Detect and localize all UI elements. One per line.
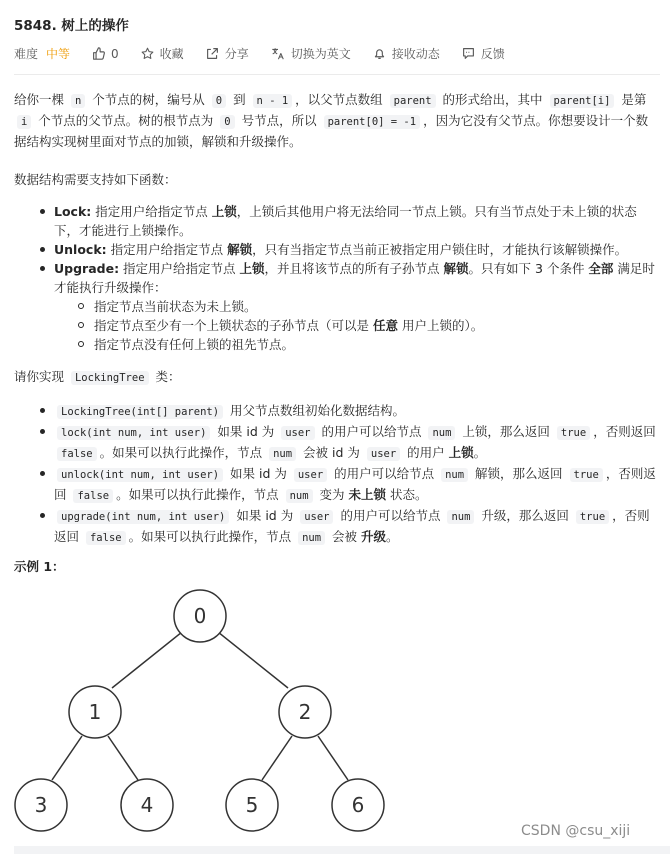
tree-edge	[218, 632, 288, 688]
share-button[interactable]	[206, 45, 249, 62]
feedback-label: 反馈	[480, 47, 505, 61]
functions-intro: 数据结构需要支持如下函数：	[14, 172, 177, 187]
list-item: LockingTree(int[] parent) 用父节点数组初始化数据结构。	[14, 401, 660, 422]
list-item: 指定节点至少有一个上锁状态的子孙节点（可以是 任意 用户上锁的）。	[14, 316, 660, 335]
tree-node-label: 4	[140, 793, 154, 817]
feedback-icon	[462, 47, 475, 60]
list-item: upgrade(int num, int user) 如果 id 为 user 的用户可以给节点 num 升级，那么返回 true ，否则返回 false 。如果可以执行此操作，节点 num 会被 升级。	[14, 506, 660, 548]
star-icon	[141, 47, 154, 60]
list-item: lock(int num, int user) 如果 id 为 user 的用户可以给节点 num 上锁，那么返回 true ，否则返回 false 。如果可以执行此操作，节点 num 会被 id 为 user 的用户 上锁。	[14, 422, 660, 464]
share-label: 分享	[224, 47, 249, 61]
problem-title: 5848. 树上的操作	[14, 18, 129, 34]
bottom-scroll-area	[14, 846, 670, 854]
tree-node-label: 1	[88, 700, 102, 724]
like-button[interactable]	[92, 47, 119, 61]
meta-divider	[14, 74, 660, 75]
function-list	[14, 202, 660, 354]
problem-description	[14, 90, 660, 548]
tree-node-label: 6	[351, 793, 365, 817]
tree-edge	[108, 736, 138, 780]
watermark: CSDN @csu_xiji	[521, 823, 631, 839]
list-item: Lock: 指定用户给指定节点 上锁，上锁后其他用户将无法给同一节点上锁。只有当节点处于未上锁的状态下，才能进行上锁操作。	[14, 202, 660, 240]
share-icon	[206, 47, 219, 60]
collect-button[interactable]	[141, 45, 184, 62]
implement-intro: 请你实现 LockingTree 类：	[14, 369, 181, 384]
tree-node-label: 3	[34, 793, 48, 817]
switch-language-button[interactable]	[271, 45, 351, 62]
list-item: unlock(int num, int user) 如果 id 为 user 的用户可以给节点 num 解锁，那么返回 true ，否则返回 false 。如果可以执行此操作，节点 num 变为 未上锁 状态。	[14, 464, 660, 506]
list-item: Unlock: 指定用户给指定节点 解锁，只有当指定节点当前正被指定用户锁住时，才能执行该解锁操作。	[14, 240, 660, 259]
list-item: 指定节点当前状态为未上锁。	[14, 297, 660, 316]
notify-button[interactable]	[373, 45, 440, 62]
description-paragraph: 给你一棵 n 个节点的树，编号从 0 到 n - 1 ，以父节点数组 parent 的形式给出，其中 parent[i] 是第 i 个节点的父节点。树的根节点为 0 号节点，所以 parent[0] = -1 ，因为它没有父节点。你想要设计一个数据结构实现树里面对节点的加锁，解锁和升级操作。	[14, 92, 649, 149]
tree-edge	[262, 736, 292, 780]
bell-icon	[373, 47, 386, 60]
translate-icon	[271, 47, 285, 60]
list-item: 指定节点没有任何上锁的祖先节点。	[14, 335, 660, 354]
difficulty-label: 难度	[14, 47, 39, 61]
collect-label: 收藏	[159, 47, 184, 61]
tree-edge	[318, 736, 348, 780]
feedback-button[interactable]	[462, 45, 505, 62]
tree-node-label: 0	[193, 604, 207, 628]
tree-edge	[52, 736, 82, 780]
notify-label: 接收动态	[391, 47, 440, 61]
switch-language-label: 切换为英文	[290, 47, 351, 61]
like-count: 0	[111, 46, 119, 61]
difficulty-badge: 中等	[46, 47, 71, 61]
example-title: 示例 1：	[14, 559, 65, 574]
condition-list	[14, 297, 660, 354]
list-item: Upgrade: 指定用户给指定节点 上锁，并且将该节点的所有子孙节点 解锁。只有如下 3 个条件 全部 满足时才能执行升级操作： 指定节点当前状态为未上锁。 指定节点至少有一个上锁状态的子孙节点（可以是 任意 用户上锁的）。 指定节点没有任何上锁的祖先节点。	[14, 259, 660, 354]
problem-meta-bar	[14, 45, 527, 62]
tree-edge	[112, 632, 182, 688]
example-tree-diagram	[0, 585, 400, 835]
thumbs-up-icon	[92, 47, 105, 60]
method-list	[14, 401, 660, 548]
tree-node-label: 2	[298, 700, 312, 724]
tree-node-label: 5	[245, 793, 259, 817]
